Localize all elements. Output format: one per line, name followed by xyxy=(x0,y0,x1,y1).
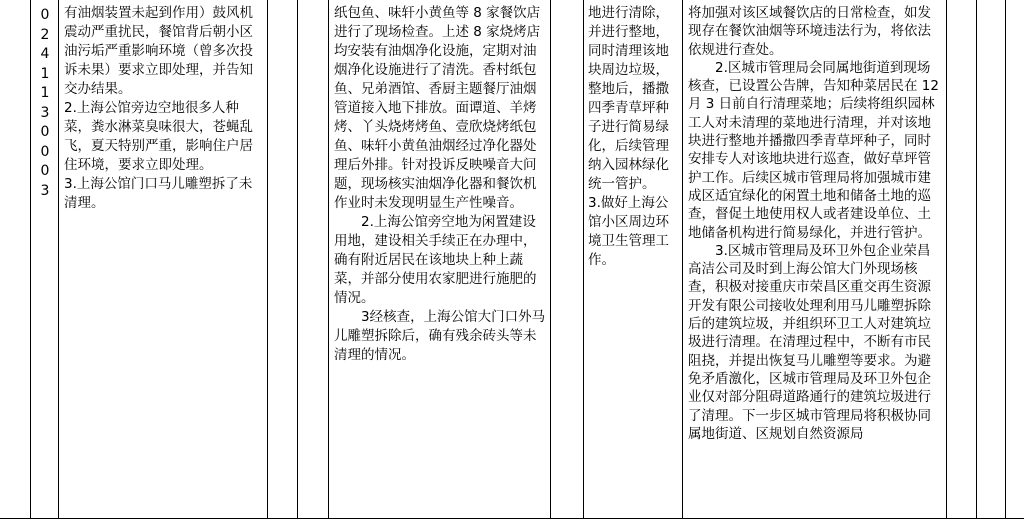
results-item-1: 将加强对该区域餐饮店的日常检查，如发现存在餐饮油烟等环境违法行为，将依法依规进行查处。 xyxy=(688,5,931,58)
column-border xyxy=(267,0,268,518)
serial-digit: 0 xyxy=(40,143,50,160)
measures-item-2: 3.做好上海公馆小区周边环境卫生管理工作。 xyxy=(588,195,669,268)
results-item-2: 2.区城市管理局会同属地街道到现场核查，已设置公告牌，告知种菜居民在 12 月 3 日前自行清理菜地；后续将组织园林工人对未清理的菜地进行清理，并对该地块进行整地并播撒四季青草坪种子，同时安排专人对该地块进行巡查，做好草坪管护工作。后续区城市管理局将加强城市建成区适宜绿化的闲置土地和储备土地的巡查，督促土地使用权人或者建设单位、土地储备机构进行简易绿化，并进行管护。 xyxy=(688,59,939,241)
column-border xyxy=(946,0,947,518)
column-border xyxy=(976,0,977,518)
findings-item-2: 2.上海公馆旁空地为闲置建设用地，建设相关手续正在办理中，确有附近居民在该地块上种上蔬菜，并部分使用农家肥进行施肥的情况。 xyxy=(334,214,537,306)
complaint-item-3: 3.上海公馆门口马儿雕塑拆了未清理。 xyxy=(64,176,253,211)
column-border xyxy=(297,0,298,518)
column-border xyxy=(583,0,584,518)
complaint-item-1: 有油烟装置未起到作用）鼓风机震动严重扰民，餐馆背后朝小区油污垢严重影响环境（曾多次投诉未果）要求立即处理，并告知交办结果。 xyxy=(64,5,253,97)
serial-digit: 4 xyxy=(40,46,50,62)
serial-digit: 0 xyxy=(40,124,50,140)
row-bottom-border xyxy=(0,518,1024,519)
measures-item-1: 地进行清除，并进行整地，同时清理该地块周边垃圾，整地后，播撒四季青草坪种子进行简易绿化，后续管理纳入园林绿化统一管护。 xyxy=(588,5,669,192)
serial-digit: 3 xyxy=(40,104,50,121)
serial-digit: 1 xyxy=(40,65,50,82)
serial-digit: 1 xyxy=(40,85,50,101)
serial-number xyxy=(37,6,53,201)
column-border xyxy=(550,0,551,518)
column-border xyxy=(328,0,329,518)
findings-item-3: 3经核查，上海公馆大门口外马儿雕塑拆除后，确有残余砖头等未清理的情况。 xyxy=(334,309,546,363)
findings-item-1: 纸包鱼、味轩小黄鱼等 8 家餐饮店进行了现场检查。上述 8 家烧烤店均安装有油烟净化设施，定期对油烟净化设施进行了清洗。香村纸包鱼、兄弟酒馆、香厨主题餐厅油烟管道接入地下排放。面谭道、羊烤烤、丫头烧烤烤鱼、壹欣烧烤纸包鱼、味轩小黄鱼油烟经过净化器处理后外排。针对投诉反映噪音大问题，现场核实油烟净化器和餐饮机作业时未发现明显生产性噪音。 xyxy=(334,5,541,211)
results-cell xyxy=(688,4,942,443)
complaint-cell xyxy=(64,4,260,213)
serial-digit: 2 xyxy=(40,26,50,43)
serial-digit: 0 xyxy=(40,163,50,179)
serial-digit: 0 xyxy=(40,7,50,23)
column-border xyxy=(30,0,31,518)
column-border xyxy=(682,0,683,518)
measures-cell xyxy=(588,4,678,270)
serial-digit: 3 xyxy=(40,182,50,199)
complaint-item-2: 2.上海公馆旁边空地很多人种菜，粪水淋菜臭味很大，苍蝇乱飞，夏天特别严重，影响住户居住环境，要求立即处理。 xyxy=(64,100,253,173)
findings-cell xyxy=(334,4,546,365)
column-border xyxy=(1005,0,1006,518)
results-item-3: 3.区城市管理局及环卫外包企业荣昌高洁公司及时到上海公馆大门外现场核查，积极对接重庆市荣昌区重交再生资源开发有限公司接收处理利用马儿雕塑拆除后的建筑垃圾，并组织环卫工人对建筑垃圾进行清理。在清理过程中，不断有市民阻挠，并提出恢复马儿雕塑等要求。为避免矛盾激化，区城市管理局及环卫外包企业仅对部分阻碍道路通行的建筑垃圾进行了清理。下一步区城市管理局将积极协同属地街道、区规划自然资源局 xyxy=(688,242,931,442)
column-border xyxy=(58,0,59,518)
